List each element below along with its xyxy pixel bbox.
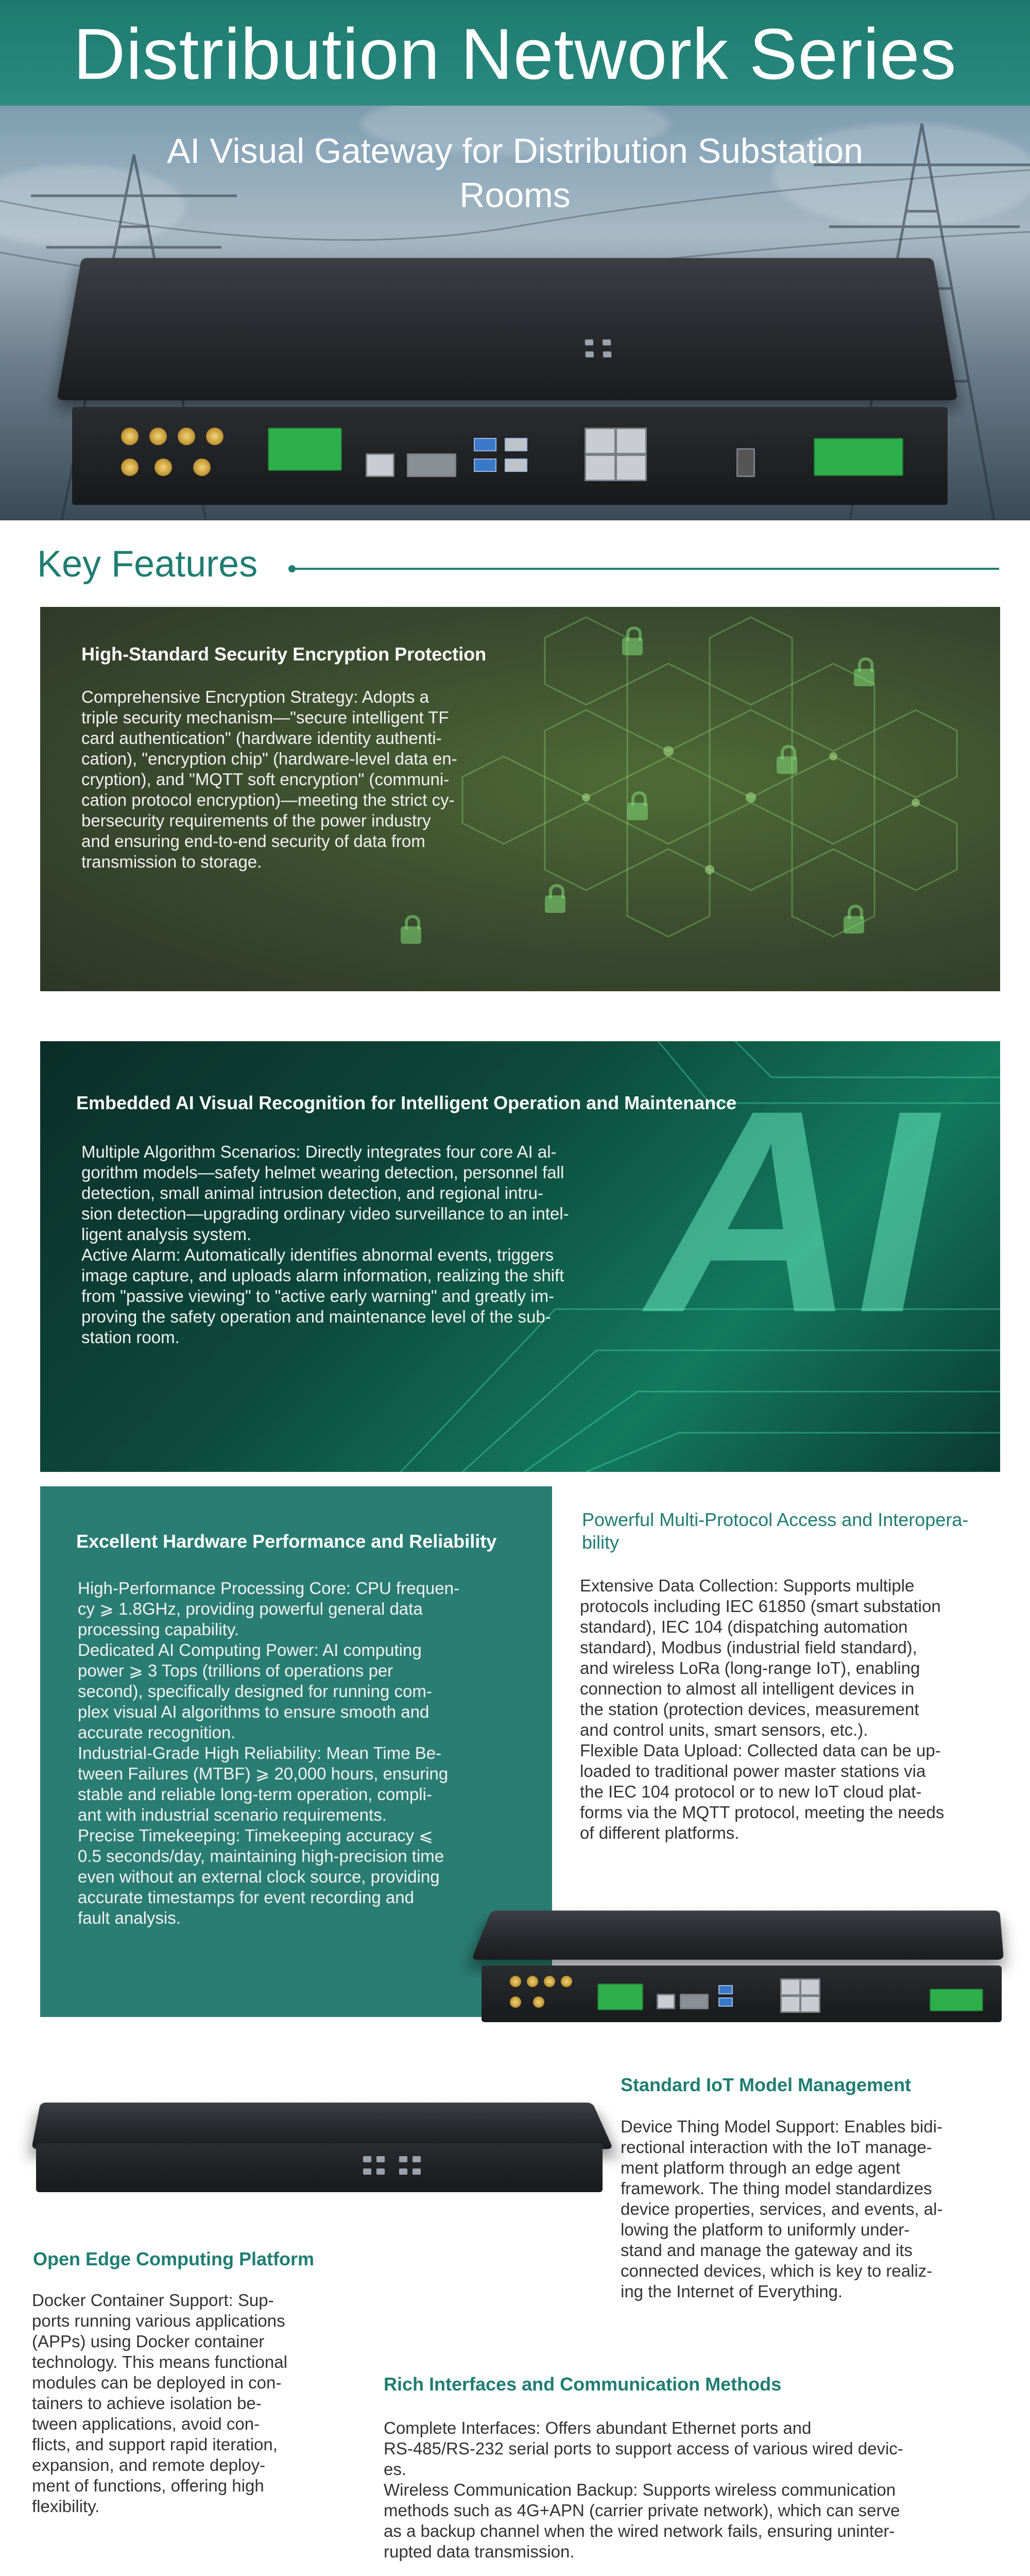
gateway-device-image	[57, 258, 958, 400]
interfaces-body-wrap	[384, 2418, 1002, 2562]
interfaces-block	[384, 2373, 1002, 2396]
edge-computing-block	[33, 2248, 393, 2270]
hardware-performance-panel	[40, 1486, 552, 2017]
edge-computing-body-wrap	[32, 2290, 362, 2517]
lock-icon	[401, 926, 421, 944]
lock-icon	[777, 756, 797, 774]
gateway-device-front-panel	[36, 2143, 603, 2192]
iot-model-body: Device Thing Model Support: Enables bidi- rectional interaction with the IoT manage- ment platform through an edge agent framework. The thing model standardizes device properties, services, and events, al- lowing the platform to uniformly under- stand and manage the gateway and its connected devices, which is key to realiz- ing the Internet of Everything.	[621, 2117, 943, 2301]
security-encryption-panel	[40, 607, 1000, 991]
gateway-device-front-panel	[72, 407, 948, 505]
ai-recognition-body: Multiple Algorithm Scenarios: Directly integrates four core AI al- gorithm models—safety helmet wearing detection, personnel fall detection, small animal intrusion detection, and regional intru- sion detection—upgrading ordinary video surveillance to an intel- ligent analysis system. Active Alarm: Automatically identifies abnormal events, triggers image capture, and uploads alarm information, realizing the shift from "passive viewing" to "active early warning" and greatly im- proving the safety operation and maintenance level of the sub- station room.	[81, 1142, 569, 1347]
ai-recognition-title: Embedded AI Visual Recognition for Intelligent Operation and Maintenance	[76, 1092, 737, 1113]
gateway-device-image	[31, 2103, 613, 2149]
protocol-body-wrap	[580, 1575, 1007, 1843]
edge-computing-body: Docker Container Support: Sup- ports running various applications (APPs) using Docker container technology. This means functional modules can be deployed in con- tainers to achieve isolation be- tween applications, avoid con- flicts, and support rapid iteration, expansion, and remote deploy- ment of functions, offering high flexibility.	[32, 2291, 287, 2516]
security-body: Comprehensive Encryption Strategy: Adopts a triple security mechanism—"secure intelligent TF card authentication" (hardware identity authenti- cation), "encryption chip" (hardware-level data en- cryption), and "MQTT soft encryption" (communi- cation protocol encryption)—meeting the strict cy- bersecurity requirements of the power industry and ensuring end-to-end security of data from transmission to storage.	[81, 687, 457, 871]
iot-model-body-wrap	[621, 2116, 1012, 2302]
hardware-body: High-Performance Processing Core: CPU frequen- cy ⩾ 1.8GHz, providing powerful general data processing capability. Dedicated AI Computing Power: AI computing power ⩾ 3 Tops (trillions of operations per second), specifically designed for running com- plex visual AI algorithms to ensure smooth and accurate recognition. Industrial-Grade High Reliability: Mean Time Be- tween Failures (MTBF) ⩾ 20,000 hours, ensuring stable and reliable long-term operation, compli- ant with industrial scenario requirements. Precise Timekeeping: Timekeeping accuracy ⩽ 0.5 seconds/day, maintaining high-precision time even without an external clock source, providing accurate timestamps for event recording and fault analysis.	[78, 1579, 459, 1927]
page-title: Distribution Network Series	[73, 13, 957, 94]
ai-recognition-panel	[40, 1041, 1000, 1472]
key-features-heading: Key Features	[37, 544, 258, 585]
lock-icon	[627, 803, 648, 820]
iot-model-title: Standard IoT Model Management	[621, 2074, 912, 2095]
interfaces-title: Rich Interfaces and Communication Methods	[384, 2374, 782, 2395]
lock-icon	[844, 916, 864, 934]
hardware-title: Excellent Hardware Performance and Reliability	[76, 1531, 497, 1552]
gateway-device-image	[471, 1910, 1004, 1959]
edge-computing-title: Open Edge Computing Platform	[33, 2248, 314, 2269]
ai-background-lettering: AI	[648, 1050, 936, 1372]
page-subtitle: AI Visual Gateway for Distribution Substation Rooms	[167, 131, 863, 215]
iot-model-block	[621, 2074, 1012, 2096]
lock-icon	[545, 895, 565, 913]
interfaces-body: Complete Interfaces: Offers abundant Ethernet ports and RS-485/RS-232 serial ports to support access of various wired devic- es. Wireless Communication Backup: Supports wireless communication methods such as 4G+APN (carrier private network), which can serve as a backup channel when the wired network fails, ensuring uninter- rupted data transmission.	[384, 2418, 903, 2561]
gateway-device-front-panel	[482, 1965, 1002, 2022]
protocol-body: Extensive Data Collection: Supports multiple protocols including IEC 61850 (smart substation standard), IEC 104 (dispatching automation standard), Modbus (industrial field standard), and wireless LoRa (long-range IoT), enabling connection to almost all intelligent devices in the station (protection devices, measurement and control units, smart sensors, etc.). Flexible Data Upload: Collected data can be up- loaded to traditional power master stations via the IEC 104 protocol or to new IoT cloud plat- forms via the MQTT protocol, meeting the needs of different platforms.	[580, 1576, 945, 1842]
protocol-title: Powerful Multi-Protocol Access and Interopera- bility	[582, 1509, 969, 1553]
protocol-block	[582, 1509, 1004, 1554]
heading-divider	[294, 568, 999, 570]
lock-icon	[854, 669, 874, 686]
security-title: High-Standard Security Encryption Protection	[81, 643, 487, 665]
